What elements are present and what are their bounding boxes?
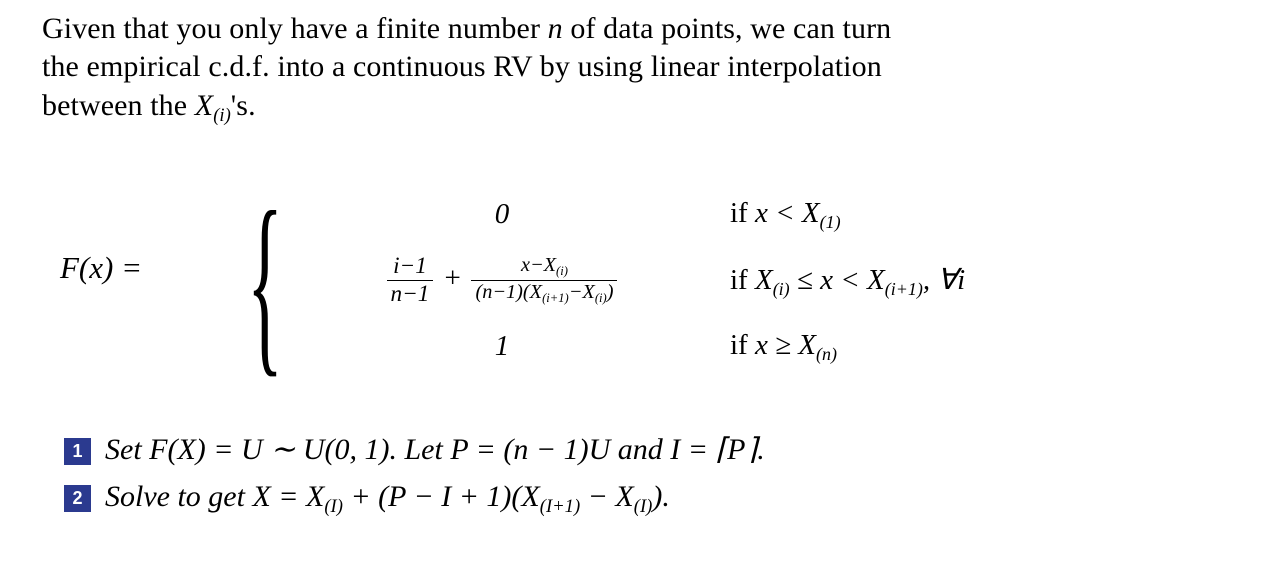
intro-line-1 bbox=[42, 10, 1222, 48]
intro-line-1-part-a: Given that you only have a finite number bbox=[42, 12, 548, 45]
step-1-part-b: (0, 1). Let P = (n − 1)U and I = ⌈P⌉. bbox=[324, 432, 765, 466]
intro-line-2: the empirical c.d.f. into a continuous RV by using linear interpolation bbox=[42, 50, 882, 84]
step-1-part-a: Set F(X) = U ∼ bbox=[105, 432, 303, 466]
condition-symbol-x: X bbox=[754, 263, 773, 296]
step-text bbox=[105, 478, 670, 518]
equation-case-condition bbox=[712, 197, 841, 233]
step-text bbox=[105, 431, 765, 469]
equation-case-row bbox=[292, 182, 1272, 248]
condition-prefix: if bbox=[730, 263, 755, 296]
denominator-part-a: (n−1)(X bbox=[475, 281, 543, 304]
denominator-subscript-2: (i) bbox=[594, 291, 607, 306]
plus-operator: + bbox=[442, 262, 463, 295]
step-2-part-a: Solve to get X = X bbox=[105, 480, 325, 514]
piecewise-equation bbox=[42, 171, 1240, 393]
step-2-part-c: − X bbox=[580, 480, 634, 514]
equation-case-value: 1 bbox=[494, 330, 510, 363]
condition-subscript: (1) bbox=[819, 211, 841, 232]
intro-symbol-x-subscript: (i) bbox=[213, 104, 231, 126]
intro-line-3-part-b: 's. bbox=[230, 88, 256, 122]
step-2-subscript-2: (I+1) bbox=[539, 495, 581, 517]
intro-line-3-part-a: between the bbox=[42, 88, 195, 122]
intro-line-3 bbox=[42, 87, 1222, 128]
intro-symbol-x: X bbox=[194, 88, 214, 122]
list-item bbox=[64, 431, 1240, 469]
condition-body: x ≥ X bbox=[754, 328, 816, 361]
steps-list bbox=[42, 431, 1240, 519]
fraction-interpolation-term bbox=[471, 255, 617, 305]
step-2-subscript-3: (I) bbox=[633, 495, 653, 517]
denominator-part-c: ) bbox=[606, 281, 614, 304]
intro-symbol-n: n bbox=[547, 12, 563, 45]
condition-middle: ≤ x < X bbox=[789, 263, 885, 296]
fraction-numerator bbox=[517, 255, 572, 280]
condition-suffix: , ∀i bbox=[922, 263, 966, 296]
condition-subscript: (n) bbox=[815, 343, 837, 364]
numerator-subscript: (i) bbox=[556, 264, 568, 279]
equation-left-hand-side: F(x) = bbox=[60, 249, 143, 285]
step-2-subscript-1: (I) bbox=[324, 495, 343, 517]
condition-body: x < X bbox=[754, 196, 820, 229]
step-2-part-d: ). bbox=[652, 480, 670, 514]
numerator-text: x−X bbox=[520, 254, 557, 277]
intro-line-1-part-b: of data points, we can turn bbox=[562, 12, 892, 45]
equation-case-row bbox=[292, 248, 1272, 314]
fraction-i-minus-1-over-n-minus-1 bbox=[387, 254, 434, 307]
step-number-badge: 1 bbox=[64, 438, 91, 465]
equation-case-condition bbox=[712, 329, 837, 365]
equation-case-condition bbox=[712, 262, 965, 300]
condition-subscript-2: (i+1) bbox=[884, 278, 923, 299]
step-number-badge: 2 bbox=[64, 485, 91, 512]
equation-case-value bbox=[292, 254, 712, 307]
intro-paragraph bbox=[42, 10, 1222, 128]
denominator-subscript-1: (i+1) bbox=[542, 291, 569, 306]
fraction-denominator: n−1 bbox=[387, 280, 434, 307]
fraction-numerator: i−1 bbox=[393, 252, 427, 279]
equation-brace: { bbox=[247, 171, 284, 393]
condition-subscript-1: (i) bbox=[772, 278, 790, 299]
equation-cases bbox=[292, 182, 1272, 380]
step-2-part-b: + (P − I + 1)(X bbox=[342, 480, 540, 514]
list-item bbox=[64, 478, 1240, 518]
fraction-denominator bbox=[471, 280, 617, 306]
step-1-calligraphic-u: U bbox=[302, 432, 325, 466]
equation-case-row bbox=[292, 314, 1272, 380]
equation-case-value: 0 bbox=[494, 198, 510, 231]
denominator-part-b: −X bbox=[568, 281, 595, 304]
condition-prefix: if bbox=[730, 328, 755, 361]
condition-prefix: if bbox=[730, 196, 755, 229]
